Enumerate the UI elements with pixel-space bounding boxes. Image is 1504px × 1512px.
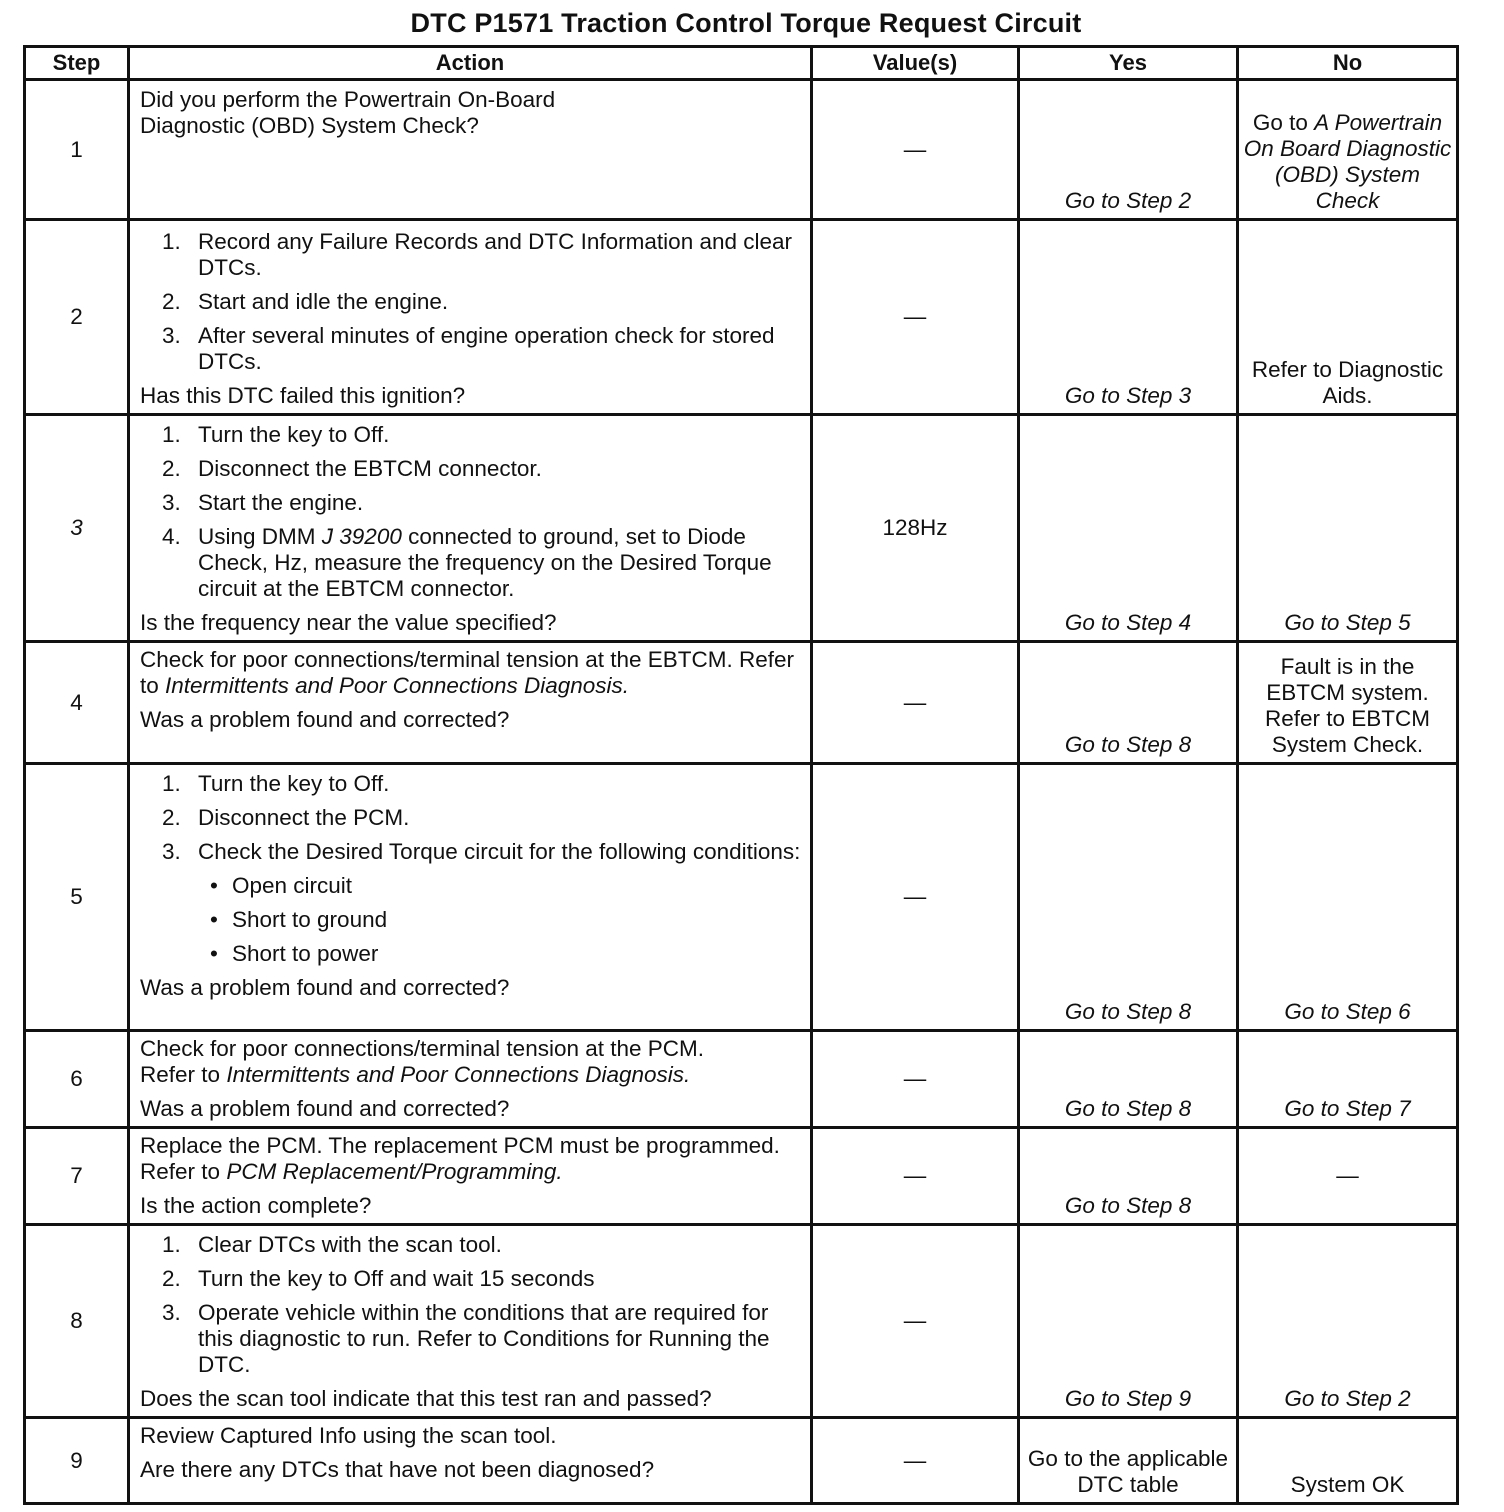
action-text: Check for poor connections/terminal tension at the EBTCM. Refer to Intermittents and Poor Connections Diagnosis.	[140, 647, 795, 698]
action-text: Refer to Intermittents and Poor Connections Diagnosis.	[140, 1062, 691, 1087]
action-steps-list	[140, 229, 804, 375]
table-row	[25, 1031, 1458, 1128]
manual-reference: PCM Replacement/Programming.	[226, 1159, 563, 1184]
action-text: Did you perform the Powertrain On-Board	[140, 87, 556, 112]
list-item: • Open circuit	[210, 873, 353, 898]
no-cell: Refer to Diagnostic Aids.	[1238, 220, 1458, 415]
action-cell	[129, 1418, 812, 1504]
step-number: 8	[25, 1225, 129, 1418]
step-number: 9	[25, 1418, 129, 1504]
value-cell: —	[812, 80, 1019, 220]
table-header-row	[25, 47, 1458, 80]
step-number: 1	[25, 80, 129, 220]
list-item: 1. Turn the key to Off.	[162, 771, 390, 796]
value-cell: —	[812, 1225, 1019, 1418]
step-number: 7	[25, 1128, 129, 1225]
action-cell	[129, 642, 812, 764]
list-item: 1. Turn the key to Off.	[162, 422, 390, 447]
yes-cell: Go to Step 4	[1019, 415, 1238, 642]
list-item: 3. Start the engine.	[162, 490, 364, 515]
step-number: 5	[25, 764, 129, 1031]
step-number: 6	[25, 1031, 129, 1128]
list-item: 2. Start and idle the engine.	[162, 289, 449, 314]
list-item: 1. Clear DTCs with the scan tool.	[162, 1232, 502, 1257]
list-item: 2. Disconnect the EBTCM connector.	[162, 456, 542, 481]
action-text: Check for poor connections/terminal tension at the PCM.	[140, 1036, 705, 1061]
table-row	[25, 220, 1458, 415]
page-title: DTC P1571 Traction Control Torque Request Circuit	[410, 8, 1082, 38]
yes-cell: Go to Step 8	[1019, 642, 1238, 764]
list-item: 2. Disconnect the PCM.	[162, 805, 410, 830]
step-number: 4	[25, 642, 129, 764]
table-row	[25, 642, 1458, 764]
action-question: Was a problem found and corrected?	[140, 707, 510, 732]
no-cell: Go to Step 2	[1238, 1225, 1458, 1418]
table-row	[25, 1418, 1458, 1504]
no-cell: Go to Step 6	[1238, 764, 1458, 1031]
no-cell: System OK	[1238, 1418, 1458, 1504]
value-cell: 128Hz	[812, 415, 1019, 642]
diagnostic-table	[23, 45, 1459, 1505]
column-header-action: Action	[129, 47, 812, 80]
no-cell	[1238, 80, 1458, 220]
value-cell: —	[812, 1031, 1019, 1128]
action-question: Are there any DTCs that have not been diagnosed?	[140, 1457, 655, 1482]
action-text: Review Captured Info using the scan tool.	[140, 1423, 557, 1448]
list-item: • Short to ground	[210, 907, 388, 932]
yes-cell: Go to Step 8	[1019, 1128, 1238, 1225]
manual-reference: Intermittents and Poor Connections Diagnosis.	[226, 1062, 691, 1087]
yes-cell: Go to Step 2	[1019, 80, 1238, 220]
action-cell	[129, 415, 812, 642]
value-cell: —	[812, 764, 1019, 1031]
yes-cell: Go to Step 8	[1019, 1031, 1238, 1128]
action-question: Is the frequency near the value specified?	[140, 610, 557, 635]
column-header-no: No	[1238, 47, 1458, 80]
action-text: Diagnostic (OBD) System Check?	[140, 113, 479, 138]
column-header-yes: Yes	[1019, 47, 1238, 80]
action-question: Is the action complete?	[140, 1193, 372, 1218]
step-number: 3	[25, 415, 129, 642]
action-question: Was a problem found and corrected?	[140, 975, 510, 1000]
yes-cell: Go to Step 9	[1019, 1225, 1238, 1418]
list-item: 3. After several minutes of engine operation check for stored DTCs.	[162, 323, 775, 374]
list-item: 3. Check the Desired Torque circuit for the following conditions: • Open circuit • Short to ground • Short to power	[140, 839, 804, 967]
yes-cell: Go to Step 8	[1019, 764, 1238, 1031]
column-header-value: Value(s)	[812, 47, 1019, 80]
table-row	[25, 80, 1458, 220]
list-item: 1. Record any Failure Records and DTC Information and clear DTCs.	[162, 229, 793, 280]
no-cell: Fault is in the EBTCM system. Refer to EBTCM System Check.	[1238, 642, 1458, 764]
action-cell	[129, 1225, 812, 1418]
action-question: Does the scan tool indicate that this test ran and passed?	[140, 1386, 712, 1411]
list-item: • Short to power	[210, 941, 379, 966]
no-cell: Go to Step 5	[1238, 415, 1458, 642]
value-cell: —	[812, 220, 1019, 415]
action-cell	[129, 80, 812, 220]
list-item: 3. Operate vehicle within the conditions that are required for this diagnostic to run. Refer to Conditions for Running the DTC.	[162, 1300, 770, 1377]
no-cell: —	[1238, 1128, 1458, 1225]
step-number: 2	[25, 220, 129, 415]
action-text: Replace the PCM. The replacement PCM must be programmed. Refer to PCM Replacement/Programming.	[140, 1133, 780, 1184]
value-cell: —	[812, 642, 1019, 764]
conditions-list	[198, 873, 804, 967]
table-row	[25, 764, 1458, 1031]
column-header-step: Step	[25, 47, 129, 80]
value-cell: —	[812, 1128, 1019, 1225]
yes-cell: Go to Step 3	[1019, 220, 1238, 415]
action-question: Has this DTC failed this ignition?	[140, 383, 466, 408]
list-item: 2. Turn the key to Off and wait 15 seconds	[162, 1266, 595, 1291]
action-steps-list	[140, 771, 804, 967]
action-cell	[129, 1128, 812, 1225]
action-cell	[129, 764, 812, 1031]
tool-reference: J 39200	[321, 524, 402, 549]
action-question: Was a problem found and corrected?	[140, 1096, 510, 1121]
value-cell: —	[812, 1418, 1019, 1504]
action-steps-list	[140, 422, 804, 602]
list-item: 4. Using DMM J 39200 connected to ground, set to Diode Check, Hz, measure the frequency on the Desired Torque circuit at the EBTCM connector.	[162, 524, 772, 601]
no-text: Go to	[1252, 110, 1308, 135]
table-row	[25, 1128, 1458, 1225]
action-steps-list	[140, 1232, 804, 1378]
action-cell	[129, 220, 812, 415]
no-link: A Powertrain On Board Diagnostic (OBD) System Check	[1243, 110, 1452, 213]
manual-reference: Intermittents and Poor Connections Diagnosis.	[165, 673, 630, 698]
table-row	[25, 415, 1458, 642]
no-cell: Go to Step 7	[1238, 1031, 1458, 1128]
yes-cell: Go to the applicable DTC table	[1019, 1418, 1238, 1504]
action-cell	[129, 1031, 812, 1128]
table-row	[25, 1225, 1458, 1418]
